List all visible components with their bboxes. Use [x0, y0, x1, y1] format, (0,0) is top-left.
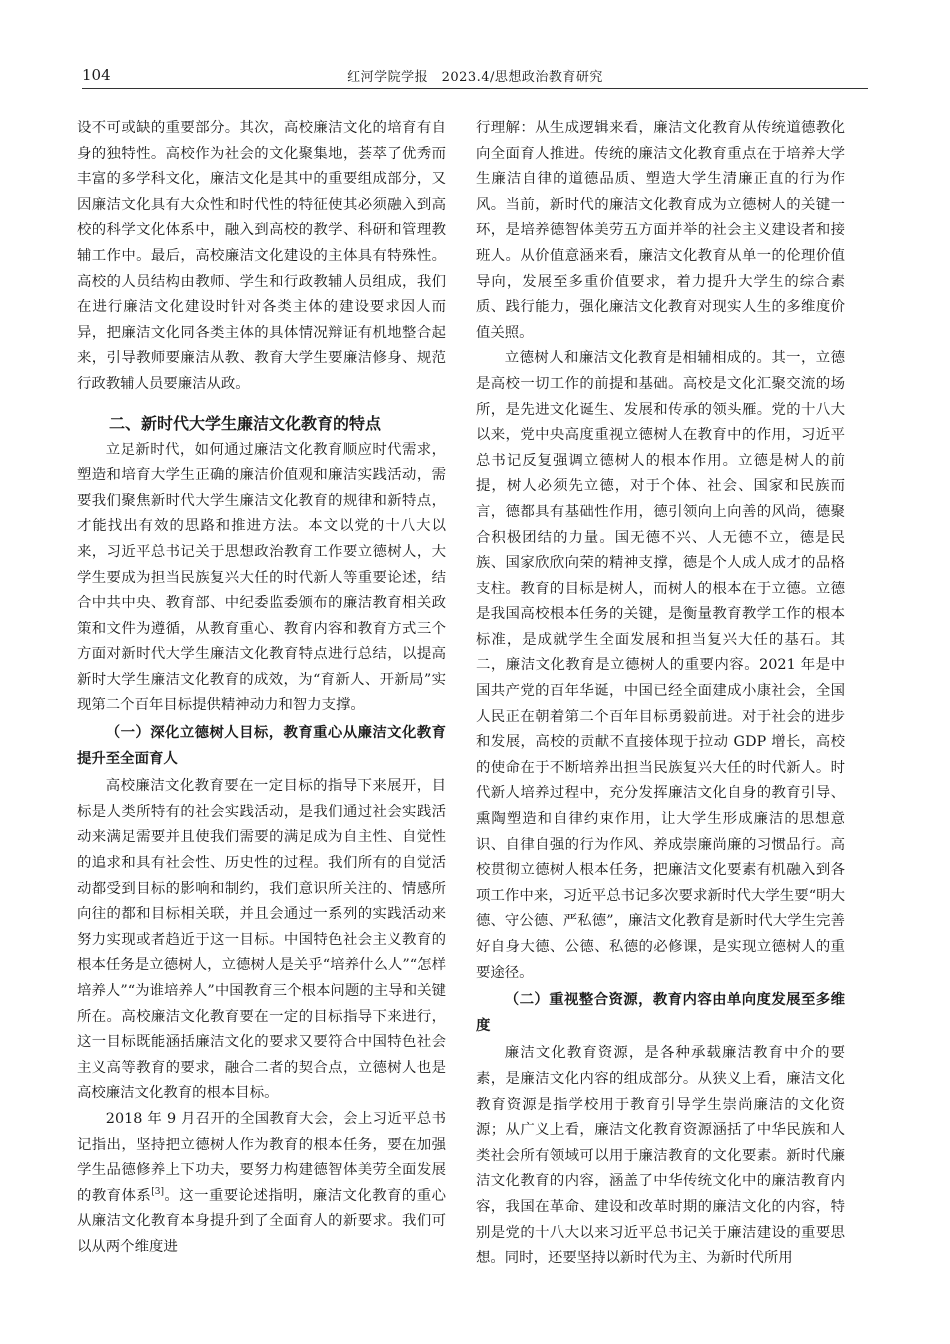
paragraph: 立德树人和廉洁文化教育是相辅相成的。其一，立德是高校一切工作的前提和基础。高校是文化汇聚交流的场所，是先进文化诞生、发展和传承的领头雁。党的十八大以来，党中央高度重视立德树人在教育中的作用，习近平总书记反复强调立德树人的根本作用。立德是树人的前提，树人必须先立德，对于个体、社会、国家和民族而言，德都具有基础性作用，德引领向上向善的风尚，德聚合积极团结的力量。国无德不兴、人无德不立，德是民族、国家欣欣向荣的精神支撑，德是个人成人成才的品格支柱。教育的目标是树人，而树人的根本在于立德。立德是我国高校根本任务的关键，是衡量教育教学工作的根本标准，是成就学生全面发展和担当复兴大任的基石。其二，廉洁文化教育是立德树人的重要内容。2021 年是中国共产党的百年华诞，中国已经全面建成小康社会，全国人民正在朝着第二个百年目标勇毅前进。对于社会的进步和发展，高校的贡献不直接体现于拉动 GDP 增长，高校的使命在于不断培养出担当民族复兴大任的时代新人。时代新人培养过程中，充分发挥廉洁文化自身的教育引导、熏陶塑造和自律约束作用，让大学生形成廉洁的思想意识、自律自强的行为作风、养成崇廉尚廉的习惯品行。高校贯彻立德树人根本任务，把廉洁文化要素有机融入到各项工作中来，习近平总书记多次要求新时代大学生要“明大德、守公德、严私德”，廉洁文化教育是新时代大学生完善好自身大德、公德、私德的必修课，是实现立德树人的重要途径。: [476, 350, 845, 981]
paragraph: 立足新时代，如何通过廉洁文化教育顺应时代需求，塑造和培育大学生正确的廉洁价值观和廉洁实践活动，需要我们聚焦新时代大学生廉洁文化教育的规律和新特点，才能找出有效的思路和推进方法。本文以党的十八大以来，习近平总书记关于思想政治教育工作要立德树人，大学生要成为担当民族复兴大任的时代新人等重要论述，结合中共中央、教育部、中纪委监委颁布的廉洁教育相关政策和文件为遵循，从教育重心、教育内容和教育方式三个方面对新时代大学生廉洁文化教育特点进行总结，以提高新时大学生廉洁文化教育的成效，为“育新人、开新局”实现第二个百年目标提供精神动力和智力支撑。: [77, 441, 446, 714]
paragraph: 廉洁文化教育资源，是各种承载廉洁教育中介的要素，是廉洁文化内容的组成部分。从狭义上看，廉洁文化教育资源是指学校用于教育引导学生崇尚廉洁的文化资源；从广义上看，廉洁文化教育资源涵括了中华民族和人类社会所有领域可以用于廉洁教育的文化要素。新时代廉洁文化教育的内容，涵盖了中华传统文化中的廉洁教育内容，我国在革命、建设和改革时期的廉洁文化的内容，特别是党的十八大以来习近平总书记关于廉洁建设的重要思想。同时，还要坚持以新时代为主、为新时代所用: [476, 1045, 845, 1267]
right-column: [476, 116, 845, 1272]
subsection-heading: （二）重视整合资源，教育内容由单向度发展至多维度: [476, 992, 845, 1034]
subsection-heading: （一）深化立德树人目标，教育重心从廉洁文化教育提升至全面育人: [77, 725, 446, 767]
section-heading: 二、新时代大学生廉洁文化教育的特点: [109, 413, 382, 433]
running-title: 红河学院学报 2023.4/思想政治教育研究: [347, 70, 603, 85]
paragraph: [77, 1107, 446, 1261]
paragraph-text: 。这一重要论述指明，廉洁文化教育的重心从廉洁文化教育本身提升到了全面育人的新要求。我们可以从两个维度进: [77, 1187, 446, 1255]
paragraph-text: 2018 年 9 月召开的全国教育大会，会上习近平总书记指出，坚持把立德树人作为教育的根本任务，要在加强学生品德修养上下功夫，要努力构建德智体美劳全面发展的教育体系: [77, 1110, 446, 1204]
page-number: 104: [82, 66, 111, 84]
page-header: [82, 66, 868, 89]
paragraph: 行理解：从生成逻辑来看，廉洁文化教育从传统道德教化向全面育人推进。传统的廉洁文化教育重点在于培养大学生廉洁自律的道德品质、塑造大学生清廉正直的行为作风。当前，新时代的廉洁文化教育成为立德树人的关键一环，是培养德智体美劳五方面并举的社会主义建设者和接班人。从价值意涵来看，廉洁文化教育从单一的伦理价值导向，发展至多重价值要求，着力提升大学生的综合素质、践行能力，强化廉洁文化教育对现实人生的多维度价值关照。: [476, 120, 845, 341]
left-column: [77, 116, 446, 1261]
paragraph: 高校廉洁文化教育要在一定目标的指导下来展开，目标是人类所特有的社会实践活动，是我们通过社会实践活动来满足需要并且使我们需要的满足成为自主性、自觉性的追求和具有社会性、历史性的过程。我们所有的自觉活动都受到目标的影响和制约，我们意识所关注的、情感所向往的都和目标相关联，并且会通过一系列的实践活动来努力实现或者趋近于这一目标。中国特色社会主义教育的根本任务是立德树人，立德树人是关乎“培养什么人”“怎样培养人”“为谁培养人”中国教育三个根本问题的主导和关键所在。高校廉洁文化教育要在一定的目标指导下来进行，这一目标既能涵括廉洁文化的要求又要符合中国特色社会主义高等教育的要求，融合二者的契合点，立德树人也是高校廉洁文化教育的根本目标。: [77, 778, 446, 1102]
citation-reference: [3]: [151, 1186, 164, 1197]
paragraph: 设不可或缺的重要部分。其次，高校廉洁文化的培育有自身的独特性。高校作为社会的文化聚集地，荟萃了优秀而丰富的多学科文化，廉洁文化是其中的重要组成部分，又因廉洁文化具有大众性和时代性的特征使其必须融入到高校的科学文化体系中，融入到高校的教学、科研和管理教辅工作中。最后，高校廉洁文化建设的主体具有特殊性。高校的人员结构由教师、学生和行政教辅人员组成，我们在进行廉洁文化建设时针对各类主体的建设要求因人而异，把廉洁文化同各类主体的具体情况辩证有机地整合起来，引导教师要廉洁从教、教育大学生要廉洁修身、规范行政教辅人员要廉洁从政。: [77, 120, 446, 392]
